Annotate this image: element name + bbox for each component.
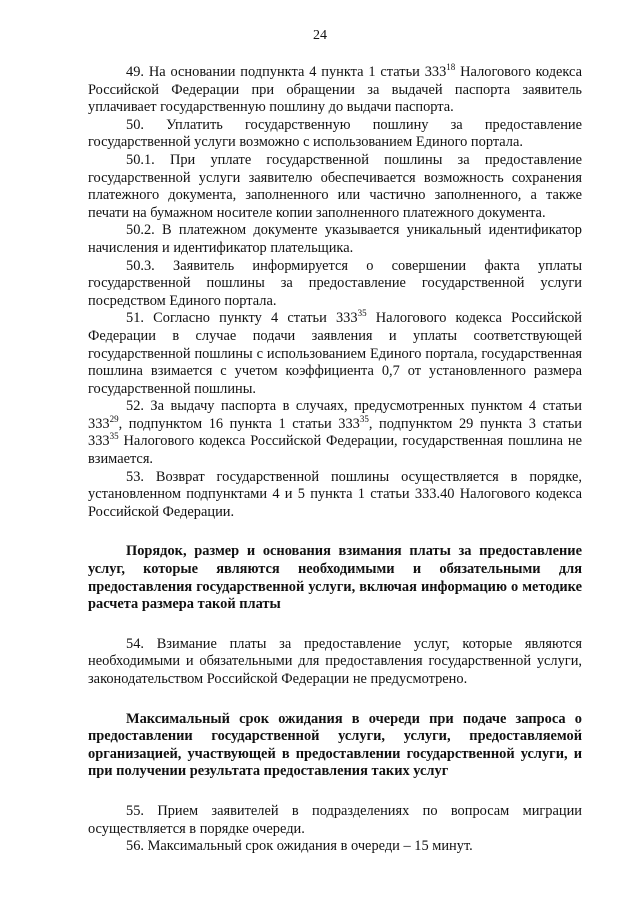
paragraph-52-text-mid-2: , подпунктом 29 пункта 3 статьи 333: [88, 415, 582, 450]
paragraph-50-1: 50.1. При уплате государственной пошлины за предоставление государственной услуги заявителю обеспечивается возможность сохранения платежного документа, заполненного или частично заполненного, а также печати на бумажном носителе копии заполненного платежного документа.: [88, 151, 582, 221]
section-heading-fees: Порядок, размер и основания взимания платы за предоставление услуг, которые являются необходимыми и обязательными для предоставления государственной услуги, включая информацию о методике расчета размера такой платы: [88, 543, 582, 613]
paragraph-51-text-end: Налогового кодекса Российской Федерации в случае подачи заявления и уплаты соответствующей государственной пошлины с использованием Единого портала, государственная пошлина взимается с учетом коэффициента 0,7 от установленного размера государственной пошлины.: [88, 310, 582, 397]
paragraph-52-text: 52. За выдачу паспорта в случаях, предусмотренных пунктом 4 статьи 333: [88, 398, 582, 432]
section-heading-queue: Максимальный срок ожидания в очереди при подаче запроса о предоставлении государственной услуги, услуги, предоставляемой организацией, участвующей в предоставлении государственной услуги, и при получении результата предоставления таких услуг: [88, 710, 582, 780]
document-body: [88, 64, 582, 856]
section-gap: [88, 689, 582, 711]
section-gap: [88, 521, 582, 543]
section-gap: [88, 781, 582, 803]
page-number: 24: [313, 28, 327, 43]
paragraph-52-text-mid: , подпунктом 16 пункта 1 статьи 333: [118, 415, 360, 432]
paragraph-52-sup-1: 29: [109, 414, 119, 425]
paragraph-52-sup-2: 35: [359, 414, 369, 425]
paragraph-49-text: 49. На основании подпункта 4 пункта 1 статьи 333: [126, 64, 447, 80]
paragraph-51-sup: 35: [357, 308, 367, 319]
paragraph-52: [88, 398, 582, 468]
paragraph-54: 54. Взимание платы за предоставление услуг, которые являются необходимыми и обязательными для предоставления государственной услуги, законодательством Российской Федерации не предусмотрено.: [88, 635, 582, 687]
paragraph-49: [88, 64, 582, 117]
paragraph-53: 53. Возврат государственной пошлины осуществляется в порядке, установленном подпунктами 4 и 5 пункта 1 статьи 333.40 Налогового кодекса Российской Федерации.: [88, 468, 582, 520]
paragraph-49-sup: 18: [446, 62, 456, 73]
paragraph-55: 55. Прием заявителей в подразделениях по вопросам миграции осуществляется в порядке очереди.: [88, 802, 582, 837]
section-gap: [88, 614, 582, 636]
paragraph-56: 56. Максимальный срок ожидания в очереди – 15 минут.: [126, 838, 473, 855]
paragraph-51-text: 51. Согласно пункту 4 статьи 333: [126, 310, 358, 327]
paragraph-50-3: 50.3. Заявитель информируется о совершении факта уплаты государственной пошлины за предоставление государственной услуги посредством Единого портала.: [88, 257, 582, 309]
paragraph-51: [88, 310, 582, 398]
paragraph-52-sup-3: 35: [109, 431, 119, 442]
paragraph-49-text-end: Налогового кодекса Российской Федерации при обращении за выдачей паспорта заявитель уплачивает государственную пошлину до выдачи паспорта.: [88, 64, 583, 116]
paragraph-52-text-end: Налогового кодекса Российской Федерации, государственная пошлина не взимается.: [88, 433, 582, 468]
paragraph-50-2: 50.2. В платежном документе указывается уникальный идентификатор начисления и идентификатор плательщика.: [88, 222, 582, 256]
paragraph-50: 50. Уплатить государственную пошлину за предоставление государственной услуги возможно с использованием Единого портала.: [88, 116, 582, 151]
